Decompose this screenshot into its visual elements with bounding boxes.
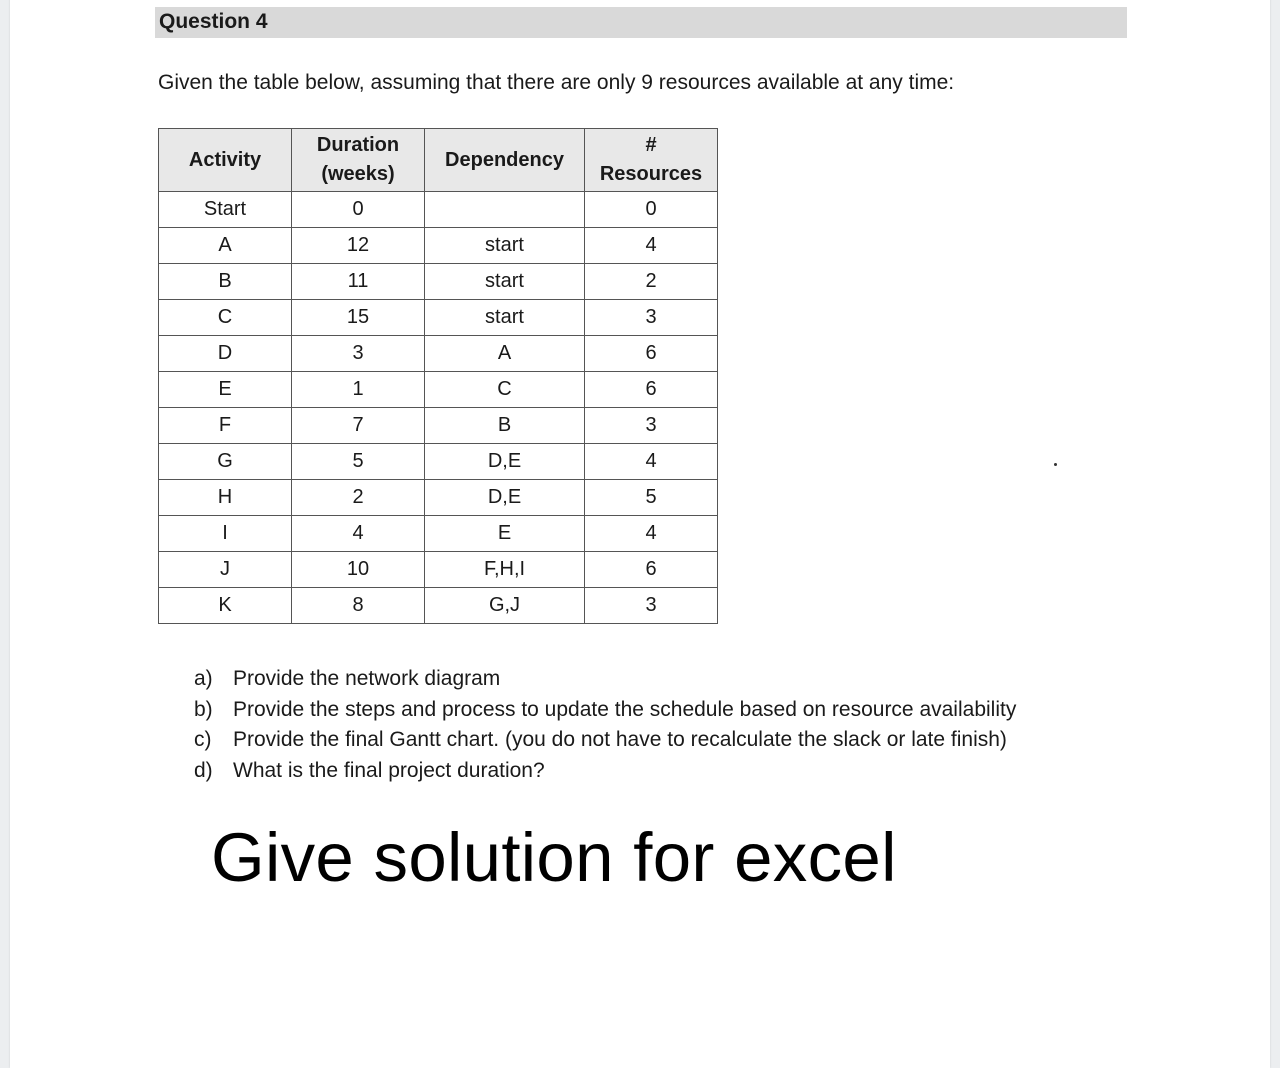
- table-body: [159, 192, 718, 624]
- cell-resources: 4: [585, 516, 718, 552]
- cell-dependency: F,H,I: [425, 552, 585, 588]
- cell-activity: J: [159, 552, 292, 588]
- cell-duration: 10: [292, 552, 425, 588]
- cell-duration: 11: [292, 264, 425, 300]
- cell-resources: 6: [585, 552, 718, 588]
- task-item: [194, 725, 1016, 756]
- cell-activity: I: [159, 516, 292, 552]
- cell-resources: 6: [585, 336, 718, 372]
- task-text: Provide the final Gantt chart. (you do not have to recalculate the slack or late finish): [233, 728, 1007, 751]
- cell-dependency: start: [425, 264, 585, 300]
- cell-duration: 8: [292, 588, 425, 624]
- cell-duration: 12: [292, 228, 425, 264]
- header-activity: Activity: [159, 129, 292, 192]
- table-header-row: [159, 129, 718, 192]
- cell-duration: 1: [292, 372, 425, 408]
- header-duration: [292, 129, 425, 192]
- cell-activity: G: [159, 444, 292, 480]
- cell-dependency: C: [425, 372, 585, 408]
- cell-activity: K: [159, 588, 292, 624]
- question-header-bar: [155, 7, 1127, 38]
- cell-activity: E: [159, 372, 292, 408]
- task-text: Provide the steps and process to update the schedule based on resource availability: [233, 697, 1017, 721]
- table-row: [159, 516, 718, 552]
- cell-activity: B: [159, 264, 292, 300]
- cell-activity: F: [159, 408, 292, 444]
- table-row: [159, 372, 718, 408]
- task-marker: d): [194, 758, 213, 782]
- cell-resources: 2: [585, 264, 718, 300]
- cell-dependency: G,J: [425, 588, 585, 624]
- cell-duration: 15: [292, 300, 425, 336]
- cell-resources: 4: [585, 228, 718, 264]
- cell-dependency: D,E: [425, 444, 585, 480]
- activity-table: [158, 128, 718, 624]
- cell-duration: 2: [292, 480, 425, 516]
- table-row: [159, 336, 718, 372]
- cell-activity: H: [159, 480, 292, 516]
- stray-dot: [1054, 463, 1057, 466]
- table-row: [159, 444, 718, 480]
- cell-duration: 7: [292, 408, 425, 444]
- cell-dependency: start: [425, 228, 585, 264]
- cell-duration: 3: [292, 336, 425, 372]
- cell-activity: Start: [159, 192, 292, 228]
- cell-duration: 4: [292, 516, 425, 552]
- cell-resources: 6: [585, 372, 718, 408]
- table-row: [159, 228, 718, 264]
- task-item: [194, 756, 1016, 787]
- task-list: [194, 664, 1016, 786]
- task-text: Provide the network diagram: [233, 667, 501, 690]
- table-row: [159, 192, 718, 228]
- table-row: [159, 300, 718, 336]
- cell-dependency: B: [425, 408, 585, 444]
- header-duration-line1: Duration: [316, 134, 400, 156]
- question-title: Question 4: [159, 10, 268, 33]
- cell-resources: 3: [585, 588, 718, 624]
- table-row: [159, 408, 718, 444]
- header-resources-line2: Resources: [599, 163, 703, 185]
- cell-resources: 3: [585, 408, 718, 444]
- header-dependency: Dependency: [425, 129, 585, 192]
- cell-duration: 5: [292, 444, 425, 480]
- header-resources-line1: #: [645, 134, 657, 156]
- task-item: [194, 664, 1016, 695]
- cell-dependency: start: [425, 300, 585, 336]
- table-row: [159, 552, 718, 588]
- cell-dependency: D,E: [425, 480, 585, 516]
- solution-request-text: Give solution for excel: [211, 819, 897, 896]
- cell-dependency: E: [425, 516, 585, 552]
- header-resources: [585, 129, 718, 192]
- cell-resources: 0: [585, 192, 718, 228]
- task-marker: b): [194, 697, 213, 721]
- cell-resources: 5: [585, 480, 718, 516]
- table-row: [159, 588, 718, 624]
- header-duration-line2: (weeks): [321, 163, 395, 185]
- cell-activity: C: [159, 300, 292, 336]
- task-item: [194, 695, 1016, 726]
- cell-activity: A: [159, 228, 292, 264]
- cell-resources: 3: [585, 300, 718, 336]
- task-text: What is the final project duration?: [233, 758, 545, 782]
- cell-resources: 4: [585, 444, 718, 480]
- cell-dependency: A: [425, 336, 585, 372]
- table-row: [159, 264, 718, 300]
- cell-duration: 0: [292, 192, 425, 228]
- table-row: [159, 480, 718, 516]
- task-marker: c): [194, 728, 212, 751]
- question-intro: Given the table below, assuming that there are only 9 resources available at any time:: [158, 71, 955, 94]
- cell-activity: D: [159, 336, 292, 372]
- cell-dependency: [425, 192, 585, 228]
- task-marker: a): [194, 667, 213, 690]
